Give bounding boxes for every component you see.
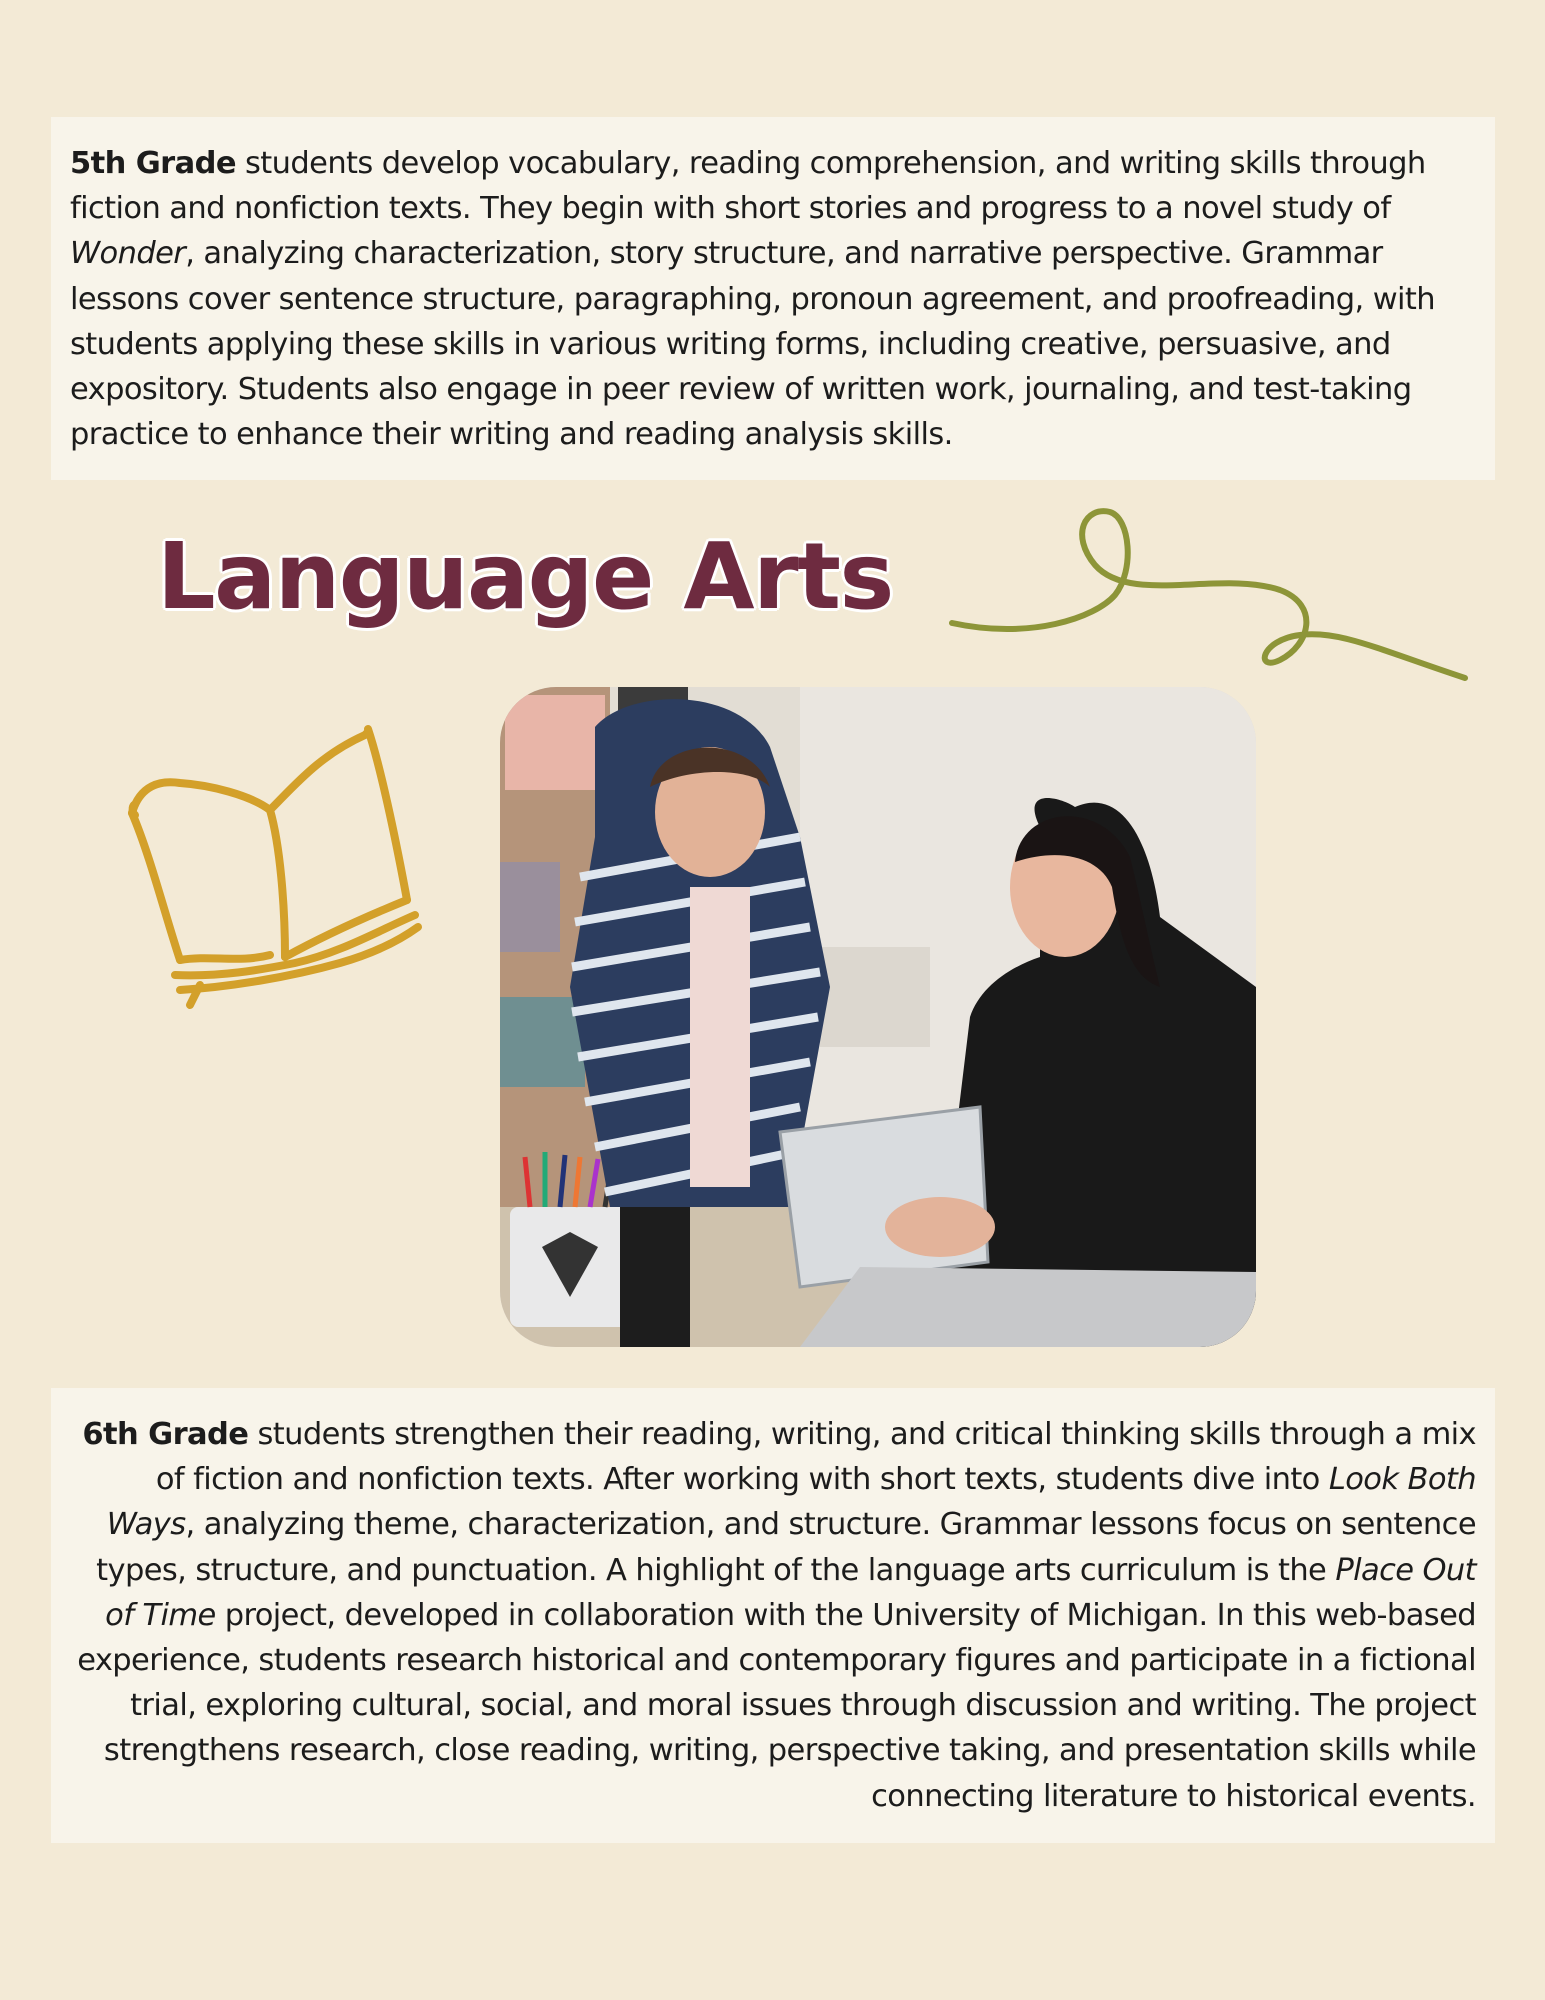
grade-6-text-c: project, developed in collaboration with the University of Michigan. In this web-based experience, students research historical and contemporary figures and participate in a fictional trial, exploring cultural, social, and moral issues through discussion and writing. The project strengthens research, close reading, writing, perspective taking, and presentation skills while connecting literature to historical events. [77, 1597, 1476, 1814]
grade-6-book-title: Look Both Ways [106, 1462, 1476, 1543]
grade-6-project-title: Place Out of Time [105, 1552, 1476, 1633]
page-title: Language Arts [157, 523, 893, 630]
squiggle-icon [940, 500, 1480, 700]
grade-6-text-b: , analyzing theme, characterization, and structure. Grammar lessons focus on sentence types, structure, and punctuation. A highlight of the language arts curriculum is the [96, 1507, 1476, 1588]
open-book-icon [120, 715, 430, 1025]
classroom-photo [500, 687, 1256, 1347]
grade-5-text-a: students develop vocabulary, reading comprehension, and writing skills through fiction and nonfiction texts. They begin with short stories and progress to a novel study of [70, 146, 1426, 227]
grade-5-description [51, 117, 1495, 480]
grade-5-heading: 5th Grade [70, 146, 236, 181]
grade-5-text-b: , analyzing characterization, story structure, and narrative perspective. Grammar lessons cover sentence structure, paragraphing, pronoun agreement, and proofreading, with students applying these skills in various writing forms, including creative, persuasive, and expository. Students also engage in peer review of written work, journaling, and test-taking practice to enhance their writing and reading analysis skills. [70, 236, 1436, 453]
grade-6-heading: 6th Grade [82, 1417, 249, 1452]
grade-6-description [51, 1388, 1495, 1843]
grade-6-text-a: students strengthen their reading, writing, and critical thinking skills through a mix of fiction and nonfiction texts. After working with short texts, students dive into [155, 1417, 1476, 1498]
grade-5-book-title: Wonder [70, 236, 186, 272]
